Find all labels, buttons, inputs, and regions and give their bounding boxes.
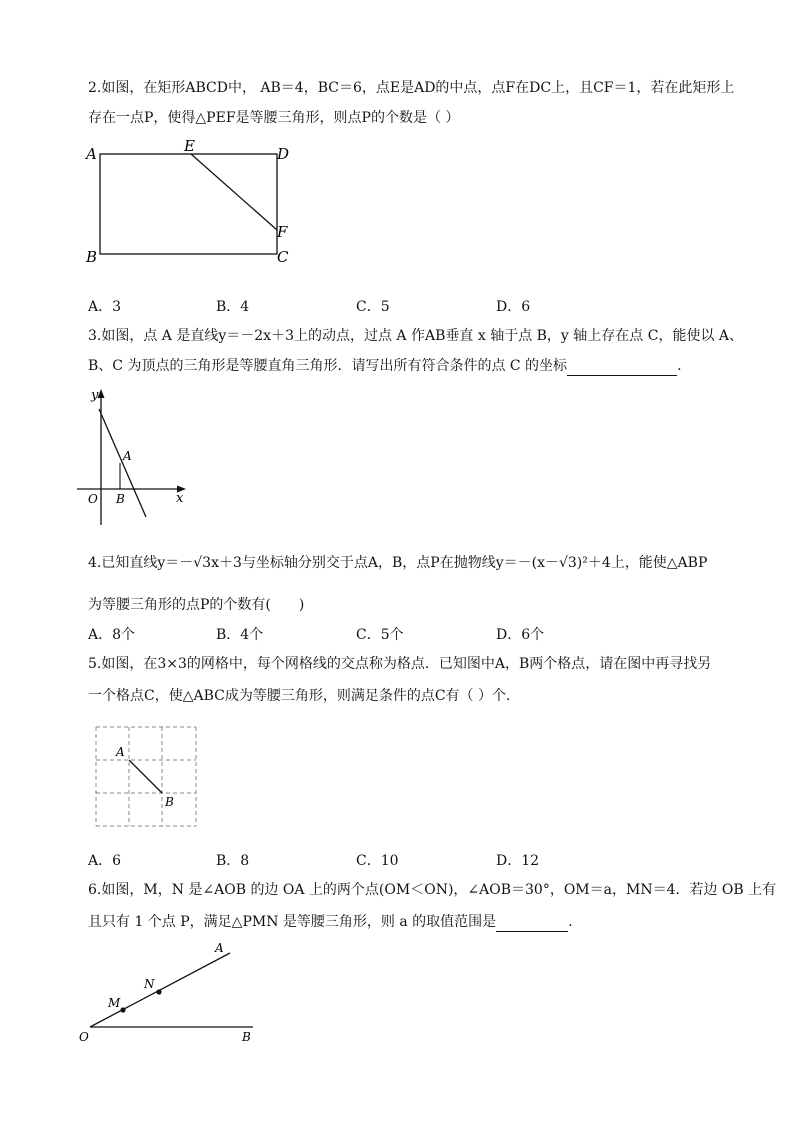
label-a: A: [215, 941, 224, 955]
q5-option-a[interactable]: A．6: [88, 853, 122, 869]
label-b: B: [116, 492, 125, 506]
q4-option-b[interactable]: B．4个: [216, 627, 264, 643]
label-o: O: [79, 1030, 89, 1044]
q2-option-b[interactable]: B．4: [216, 299, 250, 315]
q4-option-c[interactable]: C．5个: [356, 627, 404, 643]
q2-option-a[interactable]: A．3: [88, 299, 122, 315]
q5-text-line2: 一个格点C，使△ABC成为等腰三角形，则满足条件的点C有（ ）个．: [88, 688, 521, 704]
q2-text-line2: 存在一点P，使得△PEF是等腰三角形，则点P的个数是（ ）: [88, 110, 460, 126]
q4-option-d[interactable]: D．6个: [496, 627, 545, 643]
q3-text-line1: 3.如图，点 A 是直线y＝－2x＋3上的动点，过点 A 作AB垂直 x 轴于点 B，y 轴上存在点 C，能使以 A、: [88, 328, 744, 344]
q5-grid-figure: [90, 720, 205, 835]
q4-text-line1: 4.已知直线y＝－√3x＋3与坐标轴分别交于点A，B，点P在抛物线y＝－(x－√3)²＋4上，能使△ABP: [88, 555, 708, 571]
q5-options: [88, 850, 688, 870]
q5-option-c[interactable]: C．10: [356, 853, 399, 869]
q3-answer-blank[interactable]: [567, 361, 677, 376]
q5-option-b[interactable]: B．8: [216, 853, 250, 869]
q6-angle-figure: [75, 940, 275, 1050]
label-b: B: [86, 248, 98, 266]
q6-text-line1: 6.如图，M，N 是∠AOB 的边 OA 上的两个点(OM＜ON)，∠AOB＝30°，OM＝a，MN＝4．若边 OB 上有: [88, 882, 777, 898]
q2-text-line1: 2.如图，在矩形ABCD中， AB＝4，BC＝6，点E是AD的中点，点F在DC上，且CF＝1，若在此矩形上: [88, 80, 735, 96]
q6-answer-blank[interactable]: [496, 917, 568, 932]
segment-ab: [129, 760, 162, 793]
label-y: y: [91, 388, 99, 403]
label-m: M: [108, 996, 121, 1010]
q4-option-a[interactable]: A．8个: [88, 627, 136, 643]
q6-text-line2: 且只有 1 个点 P，满足△PMN 是等腰三角形，则 a 的取值范围是: [88, 914, 497, 930]
label-a: A: [123, 449, 132, 463]
q3-text-line2: B、C 为顶点的三角形是等腰直角三角形．请写出所有符合条件的点 C 的坐标: [88, 358, 568, 374]
q2-options: [88, 296, 688, 316]
q5-text-line1: 5.如图，在3×3的网格中，每个网格线的交点称为格点．已知图中A，B两个格点，请在图中再寻找另: [88, 656, 712, 672]
q4-options: [88, 624, 688, 644]
label-a: A: [116, 745, 125, 759]
q6-text-line2-wrap: [88, 912, 573, 932]
label-e: E: [184, 138, 195, 155]
point-m: [120, 1007, 125, 1012]
y-axis-arrow: [98, 389, 105, 398]
label-b: B: [165, 795, 174, 809]
q2-option-d[interactable]: D．6: [496, 299, 531, 315]
label-x: x: [176, 491, 184, 506]
q3-text-line2-wrap: [88, 356, 682, 376]
label-b: B: [242, 1030, 251, 1044]
q3-text-line2-end: .: [677, 358, 682, 374]
point-n: [156, 989, 161, 994]
label-f: F: [277, 223, 288, 241]
label-n: N: [144, 977, 155, 991]
q4-text-line2: 为等腰三角形的点P的个数有( ): [88, 597, 305, 613]
label-o: O: [88, 492, 98, 506]
q3-coordinate-figure: [75, 385, 200, 530]
q2-option-c[interactable]: C．5: [356, 299, 390, 315]
q2-rectangle-figure: [80, 138, 300, 268]
q6-text-line2-end: .: [568, 914, 573, 930]
label-c: C: [277, 248, 289, 266]
segment-ef: [191, 154, 277, 230]
label-d: D: [277, 145, 290, 163]
label-a: A: [86, 145, 97, 163]
rectangle-abcd: [100, 154, 277, 254]
q5-option-d[interactable]: D．12: [496, 853, 540, 869]
